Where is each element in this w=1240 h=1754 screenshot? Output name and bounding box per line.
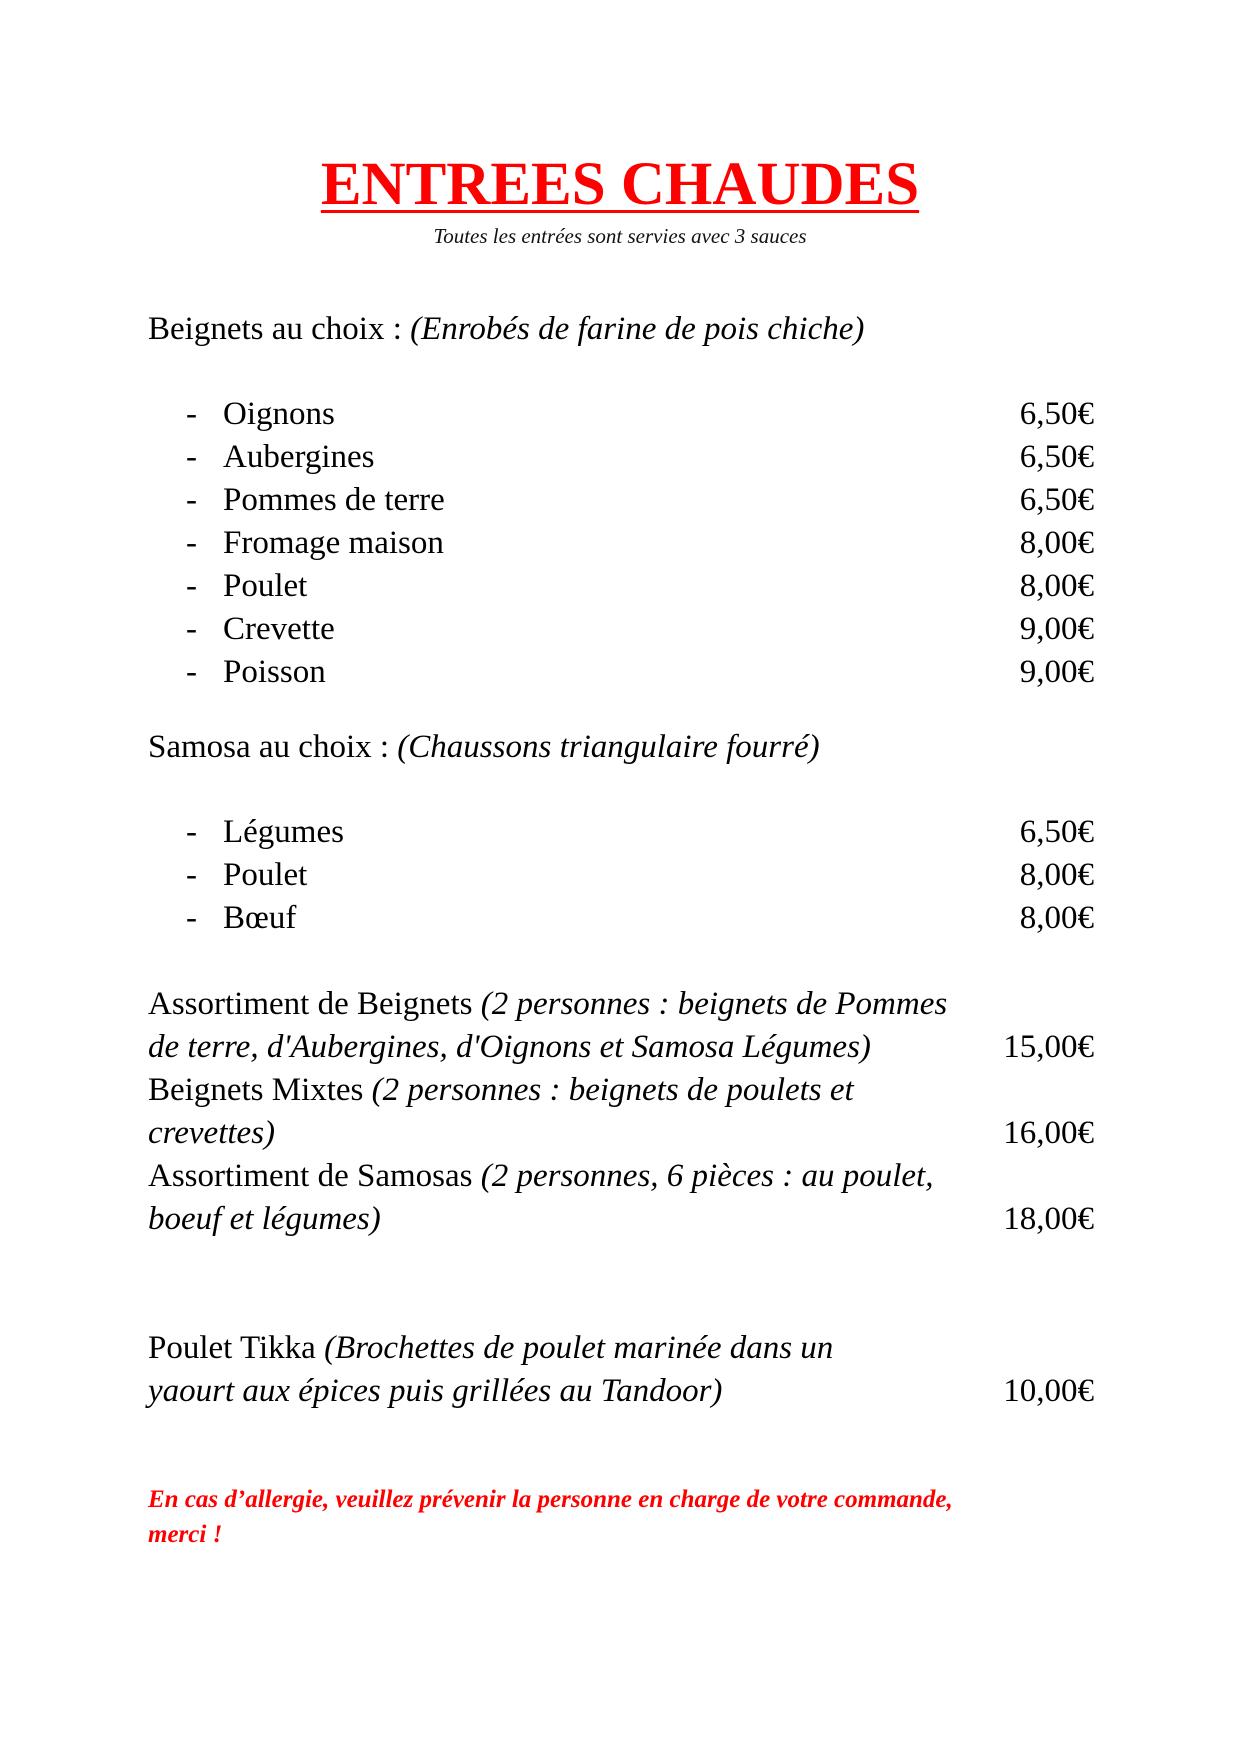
page-subtitle: Toutes les entrées sont servies avec 3 sauces [433,224,807,248]
list-bullet: - [186,814,197,850]
list-bullet: - [186,482,197,518]
beignets-heading-note: (Enrobés de farine de pois chiche) [410,311,865,347]
assortiment-samosas-note-2: boeuf et légumes) [148,1201,381,1237]
assortiment-beignets-item [148,983,1094,1069]
beignets-mixtes-name: Beignets Mixtes [148,1072,372,1108]
beignets-item [148,651,1094,694]
assortiment-beignets-note-1: (2 personnes : beignets de Pommes [480,986,948,1022]
beignets-item-name: Poisson [223,654,326,690]
samosa-heading-note: (Chaussons triangulaire fourré) [397,729,820,765]
beignets-mixtes-price: 16,00€ [1003,1115,1094,1151]
assortiment-beignets-name: Assortiment de Beignets [148,986,481,1022]
list-bullet: - [186,568,197,604]
beignets-mixtes-note-2: crevettes) [148,1115,276,1151]
beignets-item-name: Oignons [223,396,335,432]
beignets-mixtes-note-1: (2 personnes : beignets de poulets et [371,1072,854,1108]
allergy-notice-line-1: En cas d’allergie, veuillez prévenir la personne en charge de votre commande, [148,1486,953,1513]
assortiment-beignets-price: 15,00€ [1003,1029,1094,1065]
poulet-tikka-price: 10,00€ [1003,1373,1094,1409]
beignets-item-name: Crevette [223,611,335,647]
beignets-item-price: 6,50€ [1019,439,1094,475]
beignets-item-name: Pommes de terre [223,482,445,518]
beignets-item [148,608,1094,651]
beignets-item [148,436,1094,479]
beignets-item-price: 6,50€ [1019,482,1094,518]
beignets-item-name: Fromage maison [223,525,444,561]
assortiment-samosas-name: Assortiment de Samosas [148,1158,481,1194]
list-bullet: - [186,525,197,561]
samosa-item [148,854,1094,897]
beignets-item-price: 9,00€ [1019,654,1094,690]
beignets-item-price: 8,00€ [1019,525,1094,561]
beignets-item-price: 6,50€ [1019,396,1094,432]
assortiment-samosas-price: 18,00€ [1003,1201,1094,1237]
samosa-item [148,811,1094,854]
beignets-item [148,565,1094,608]
beignets-item-name: Poulet [223,568,308,604]
beignets-item-price: 9,00€ [1019,611,1094,647]
samosa-item-price: 8,00€ [1019,857,1094,893]
samosa-list [148,811,1094,940]
allergy-notice [148,1482,1094,1552]
list-bullet: - [186,611,197,647]
beignets-item [148,393,1094,436]
beignets-item [148,522,1094,565]
beignets-mixtes-item [148,1069,1094,1155]
assortiment-beignets-note-2: de terre, d'Aubergines, d'Oignons et Samosa Légumes) [148,1029,871,1065]
list-bullet: - [186,439,197,475]
list-bullet: - [186,396,197,432]
samosa-item [148,897,1094,940]
beignets-item [148,479,1094,522]
samosa-item-price: 8,00€ [1019,900,1094,936]
beignets-heading [148,308,1094,351]
samosa-item-price: 6,50€ [1019,814,1094,850]
samosa-item-name: Bœuf [223,900,297,936]
samosa-heading [148,726,1094,769]
beignets-heading-label: Beignets au choix : [148,311,411,347]
page-title: ENTREES CHAUDES [320,151,920,218]
list-bullet: - [186,900,197,936]
poulet-tikka-item [148,1327,1094,1413]
assortiment-samosas-item [148,1155,1094,1241]
samosa-heading-label: Samosa au choix : [148,729,398,765]
poulet-tikka-name: Poulet Tikka [148,1330,325,1366]
list-bullet: - [186,857,197,893]
samosa-item-name: Légumes [223,814,344,850]
allergy-notice-line-2: merci ! [148,1521,223,1548]
poulet-tikka-note-2: yaourt aux épices puis grillées au Tandoor) [148,1373,723,1409]
assortiment-samosas-note-1: (2 personnes, 6 pièces : au poulet, [480,1158,934,1194]
beignets-list [148,393,1094,694]
samosa-item-name: Poulet [223,857,308,893]
beignets-item-name: Aubergines [223,439,375,475]
beignets-item-price: 8,00€ [1019,568,1094,604]
poulet-tikka-note-1: (Brochettes de poulet marinée dans un [324,1330,834,1366]
list-bullet: - [186,654,197,690]
